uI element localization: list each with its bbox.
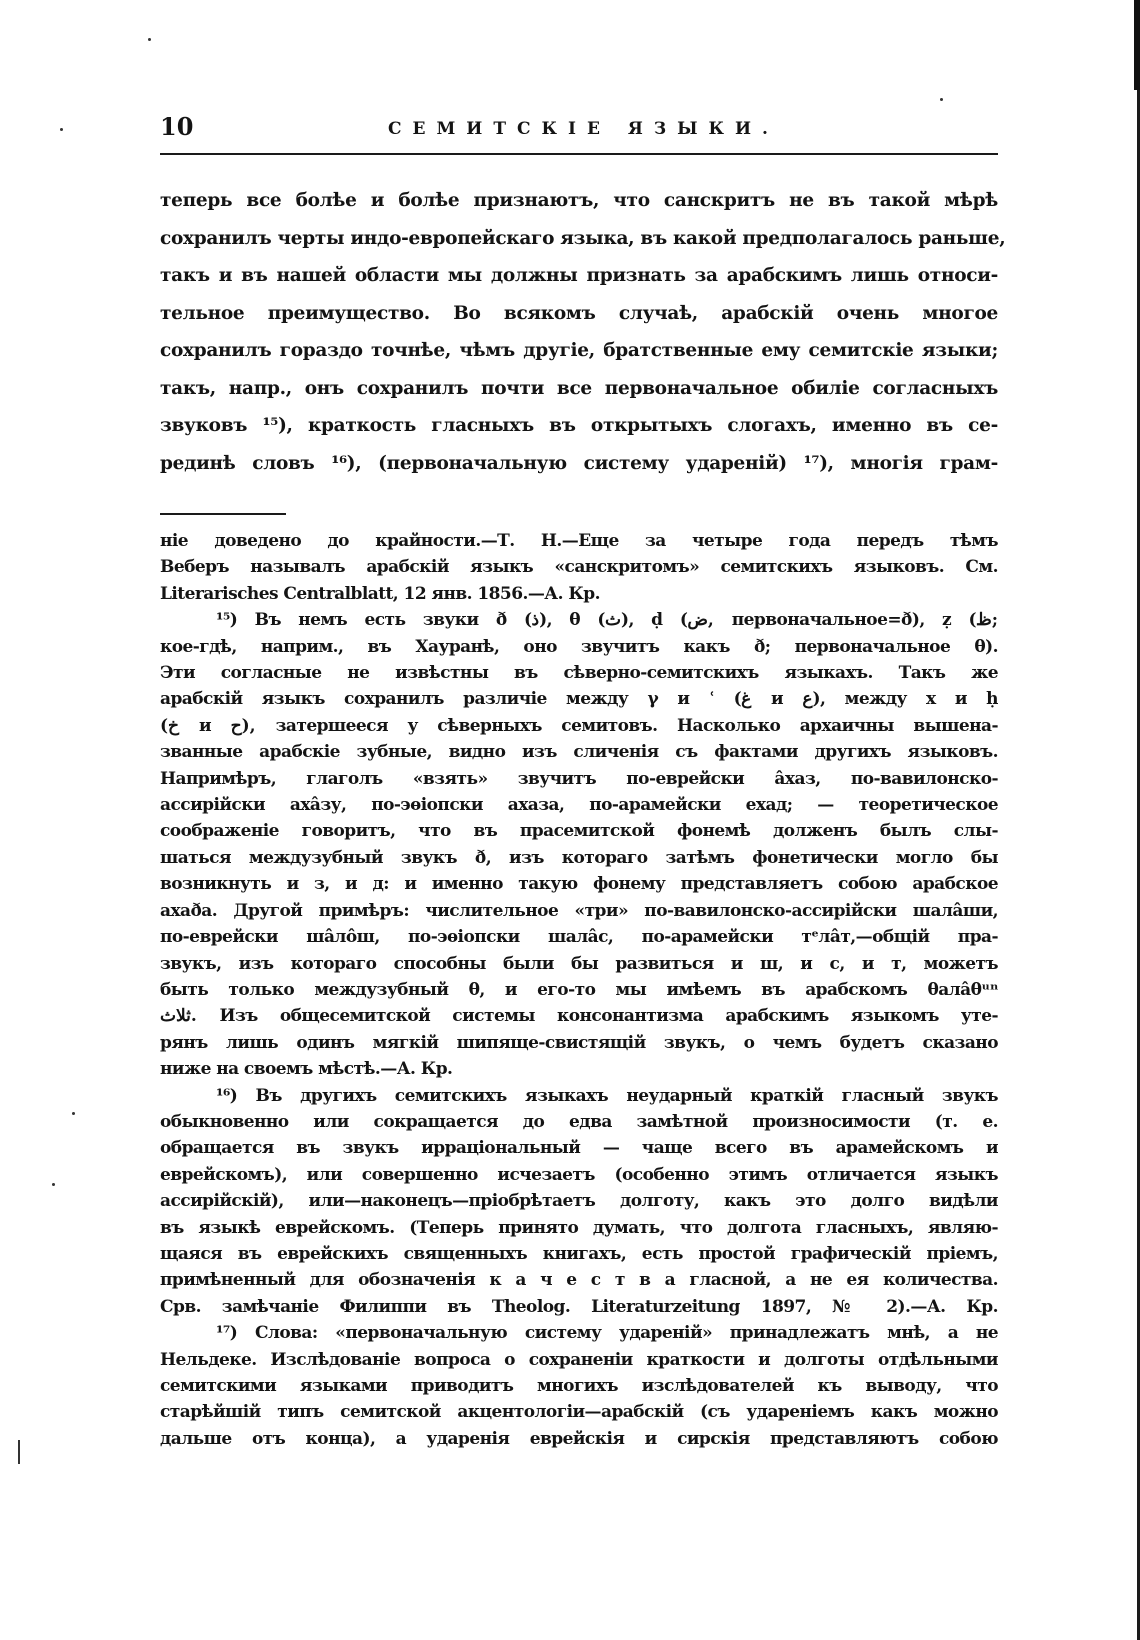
text-line: такъ, напр., онъ сохранилъ почти все первоначальное обиліе согласныхъ: [160, 377, 998, 399]
page-edge-mark: [1134, 0, 1140, 90]
footnote-line: еврейскомъ), или совершенно исчезаетъ (особенно этимъ отличается языкъ: [160, 1164, 998, 1185]
footnote-line: шаться междузубный звукъ ð, изъ котораго затѣмъ фонетически могло бы: [160, 847, 998, 868]
scan-speck: [72, 1112, 75, 1115]
footnote-line: ثلاث. Изъ общесемитской системы консонантизма арабскимъ языкомъ уте-: [160, 1006, 998, 1027]
footnote-line: арабскій языкъ сохранилъ различіе между γ и ʿ (غ и ع), между х и ḥ: [160, 689, 998, 710]
text-line: звуковъ ¹⁵), краткость гласныхъ въ открытыхъ слогахъ, именно въ се-: [160, 415, 998, 436]
footnote-line: Literarisches Centralblatt, 12 янв. 1856.—А. Кр.: [160, 583, 600, 604]
text-line: тельное преимущество. Во всякомъ случаѣ, арабскій очень многое: [160, 302, 998, 324]
footnote-line: кое-гдѣ, наприм., въ Хауранѣ, оно звучитъ какъ ð; первоначальное θ).: [160, 636, 998, 657]
text-line: рединѣ словъ ¹⁶), (первоначальную систему удареній) ¹⁷), многія грам-: [160, 452, 998, 474]
footnote-line: обращается въ звукъ ирраціональный — чаще всего въ арамейскомъ и: [160, 1138, 998, 1159]
footnote-line: соображеніе говоритъ, что въ прасемитской фонемѣ долженъ былъ слы-: [160, 821, 998, 842]
footnote-17-line: ¹⁷) Слова: «первоначальную систему удареній» принадлежатъ мнѣ, а не: [216, 1323, 998, 1344]
footnote-line: быть только междузубный θ, и его-то мы имѣемъ въ арабскомъ θалâθᵘⁿ: [160, 979, 998, 1000]
footnote-line: ассирійски ахâзу, по-эѳіопски ахаза, по-арамейски ехад; — теоретическое: [160, 795, 998, 816]
footnote-line: обыкновенно или сокращается до едва замѣтной произносимости (т. е.: [160, 1111, 998, 1132]
text-line: такъ и въ нашей области мы должны признать за арабскимъ лишь относи-: [160, 265, 998, 286]
scan-speck: [60, 128, 63, 131]
footnote-line: ниже на своемъ мѣстѣ.—А. Кр.: [160, 1059, 453, 1080]
footnote-line: дальше отъ конца), а ударенія еврейскія и сирскія представляютъ собою: [160, 1428, 998, 1449]
footnote-line: Нельдеке. Изслѣдованіе вопроса о сохраненіи краткости и долготы отдѣльными: [160, 1349, 998, 1370]
footnote-line: Срв. замѣчаніе Филиппи въ Theolog. Literaturzeitung 1897, № 2).—А. Кр.: [160, 1296, 998, 1317]
footnote-line: звукъ, изъ котораго способны были бы развиться и ш, и с, и т, можетъ: [160, 953, 998, 974]
footnote-line: старѣйшій типъ семитской акцентологіи—арабскій (съ удареніемъ какъ можно: [160, 1402, 998, 1423]
footnote-line: рянъ лишь одинъ мягкій шипяще-свистящій звукъ, о чемъ будетъ сказано: [160, 1032, 998, 1053]
footnote-line: Веберъ называлъ арабскій языкъ «санскритомъ» семитскихъ языковъ. См.: [160, 557, 998, 578]
footnote-line: семитскими языками приводитъ многихъ изслѣдователей къ выводу, что: [160, 1376, 998, 1396]
scan-speck: [940, 98, 943, 101]
footnote-line: званные арабскіе зубные, видно изъ сличенія съ фактами другихъ языковъ.: [160, 742, 998, 763]
scan-speck: [18, 1440, 20, 1464]
main-text: [160, 182, 1006, 482]
footnote-line: (خ и ح), затершееся у сѣверныхъ семитовъ. Насколько архаичны вышена-: [160, 715, 998, 736]
header-rule: [160, 153, 998, 155]
footnote-rule: [160, 513, 286, 515]
scan-speck: [148, 38, 151, 41]
footnote-line: ассирійскій), или—наконецъ—пріобрѣтаетъ долготу, какъ это долго видѣли: [160, 1191, 998, 1212]
footnote-line: Эти согласные не извѣстны въ сѣверно-семитскихъ языкахъ. Такъ же: [160, 663, 998, 684]
page-number: 10: [160, 112, 194, 141]
text-line: сохранилъ гораздо точнѣе, чѣмъ другіе, братственные ему семитскіе языки;: [160, 340, 998, 361]
footnotes: [160, 528, 998, 1452]
footnote-line: щаяся въ еврейскихъ священныхъ книгахъ, есть простой графическій пріемъ,: [160, 1243, 998, 1264]
running-head: [160, 112, 998, 148]
text-line: сохранилъ черты индо-европейскаго языка, въ какой предполагалось раньше,: [160, 227, 1006, 249]
footnote-line: по-еврейски шâлôш, по-эѳіопски шалâс, по-арамейски тᵉлâт,—общій пра-: [160, 927, 998, 948]
footnote-line: въ языкѣ еврейскомъ. (Теперь принято думать, что долгота гласныхъ, являю-: [160, 1217, 998, 1238]
footnote-line: ахаða. Другой примѣръ: числительное «три» по-вавилонско-ассирійски шалâши,: [160, 900, 998, 921]
footnote-15-line: ¹⁵) Въ немъ есть звуки ð (ذ), θ (ث), ḍ (ض, первоначальное=ð), ẓ (ظ;: [216, 610, 998, 631]
running-title: СЕМИТСКІЕ ЯЗЫКИ.: [388, 119, 779, 139]
scan-speck: [52, 1183, 55, 1186]
footnote-line: возникнуть и з, и д: и именно такую фонему представляетъ собою арабское: [160, 874, 998, 895]
footnote-line: Напримѣръ, глаголъ «взять» звучитъ по-еврейски âхаз, по-вавилонско-: [160, 768, 998, 789]
footnote-line: ніе доведено до крайности.—Т. Н.—Еще за четыре года передъ тѣмъ: [160, 531, 998, 551]
footnote-16-line: ¹⁶) Въ другихъ семитскихъ языкахъ неударный краткій гласный звукъ: [216, 1085, 998, 1106]
text-line: теперь все болѣе и болѣе признаютъ, что санскритъ не въ такой мѣрѣ: [160, 190, 998, 211]
footnote-line: примѣненный для обозначенія к а ч е с т в а гласной, а не ея количества.: [160, 1270, 998, 1291]
